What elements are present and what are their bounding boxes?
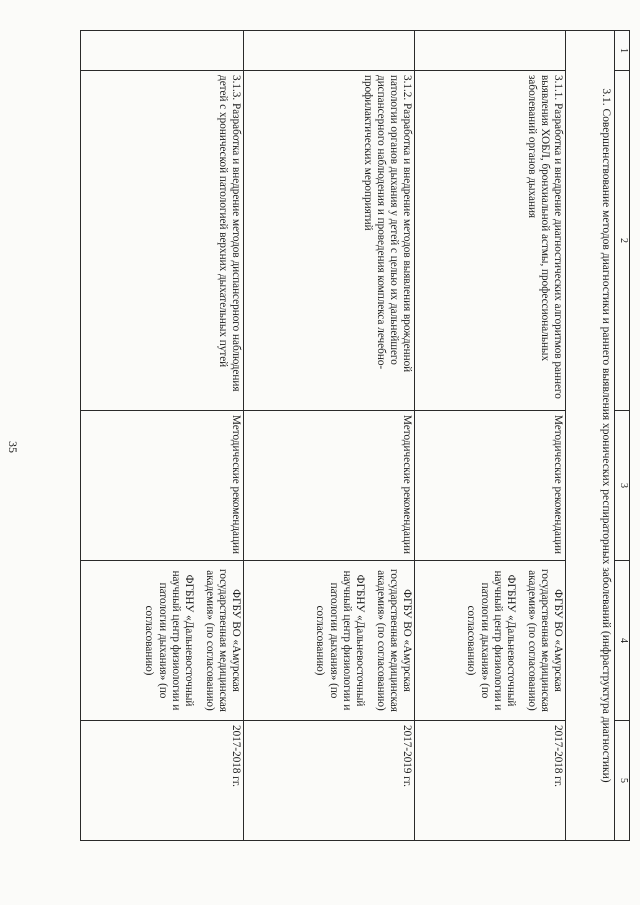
column-number: 3	[615, 411, 630, 561]
measure-name: 3.1.1. Разработка и внедрение диагностических алгоритмов раннего выявления ХОБЛ, бронхиальной астмы, профессиональных заболеваний органов дыхания	[415, 71, 566, 411]
rotated-page	[85, 30, 630, 840]
measure-executors	[81, 561, 244, 721]
executor-org: ФГБНУ «Дальневосточный научный центр физиологии и патологии дыхания» (по согласованию)	[314, 570, 366, 711]
measure-name: 3.1.2. Разработка и внедрение методов выявления врожденной патологии органов дыхания у детей с целью их дальнейшего диспансерного наблюдения и проведения комплекса лечебно-профилактических мероприятий	[244, 71, 415, 411]
column-number: 2	[615, 71, 630, 411]
executor-org: ФГБУ ВО «Амурская государственная медицинская академия» (по согласованию)	[203, 569, 242, 712]
section-row	[566, 31, 615, 841]
column-number: 5	[615, 721, 630, 841]
measure-name: 3.1.3. Разработка и внедрение методов диспансерного наблюдения детей с хронической патологией верхних дыхательных путей	[81, 71, 244, 411]
page-number: 35	[6, 441, 20, 453]
measure-result: Методические рекомендации	[244, 411, 415, 561]
measure-executors	[415, 561, 566, 721]
executor-org: ФГБУ ВО «Амурская государственная медицинская академия» (по согласованию)	[374, 569, 413, 712]
executor-org: ФГБУ ВО «Амурская государственная медицинская академия» (по согласованию)	[525, 569, 564, 712]
row-number	[244, 31, 415, 71]
table-row	[81, 31, 244, 841]
section-title: 3.1. Совершенствование методов диагностики и раннего выявления хронических респираторных заболеваний (инфраструктура диагностики)	[566, 31, 615, 841]
measure-result: Методические рекомендации	[81, 411, 244, 561]
measure-executors	[244, 561, 415, 721]
row-number	[415, 31, 566, 71]
table-row	[244, 31, 415, 841]
measure-period: 2017-2018 гг.	[415, 721, 566, 841]
column-number: 4	[615, 561, 630, 721]
column-number: 1	[615, 31, 630, 71]
measures-table	[80, 30, 630, 841]
table-row	[415, 31, 566, 841]
column-number-row	[615, 31, 630, 841]
measure-period: 2017-2019 гг.	[244, 721, 415, 841]
executor-org: ФГБНУ «Дальневосточный научный центр физиологии и патологии дыхания» (по согласованию)	[143, 570, 195, 711]
row-number	[81, 31, 244, 71]
executor-org: ФГБНУ «Дальневосточный научный центр физиологии и патологии дыхания» (по согласованию)	[465, 570, 517, 711]
measure-result: Методические рекомендации	[415, 411, 566, 561]
measure-period: 2017-2018 гг.	[81, 721, 244, 841]
